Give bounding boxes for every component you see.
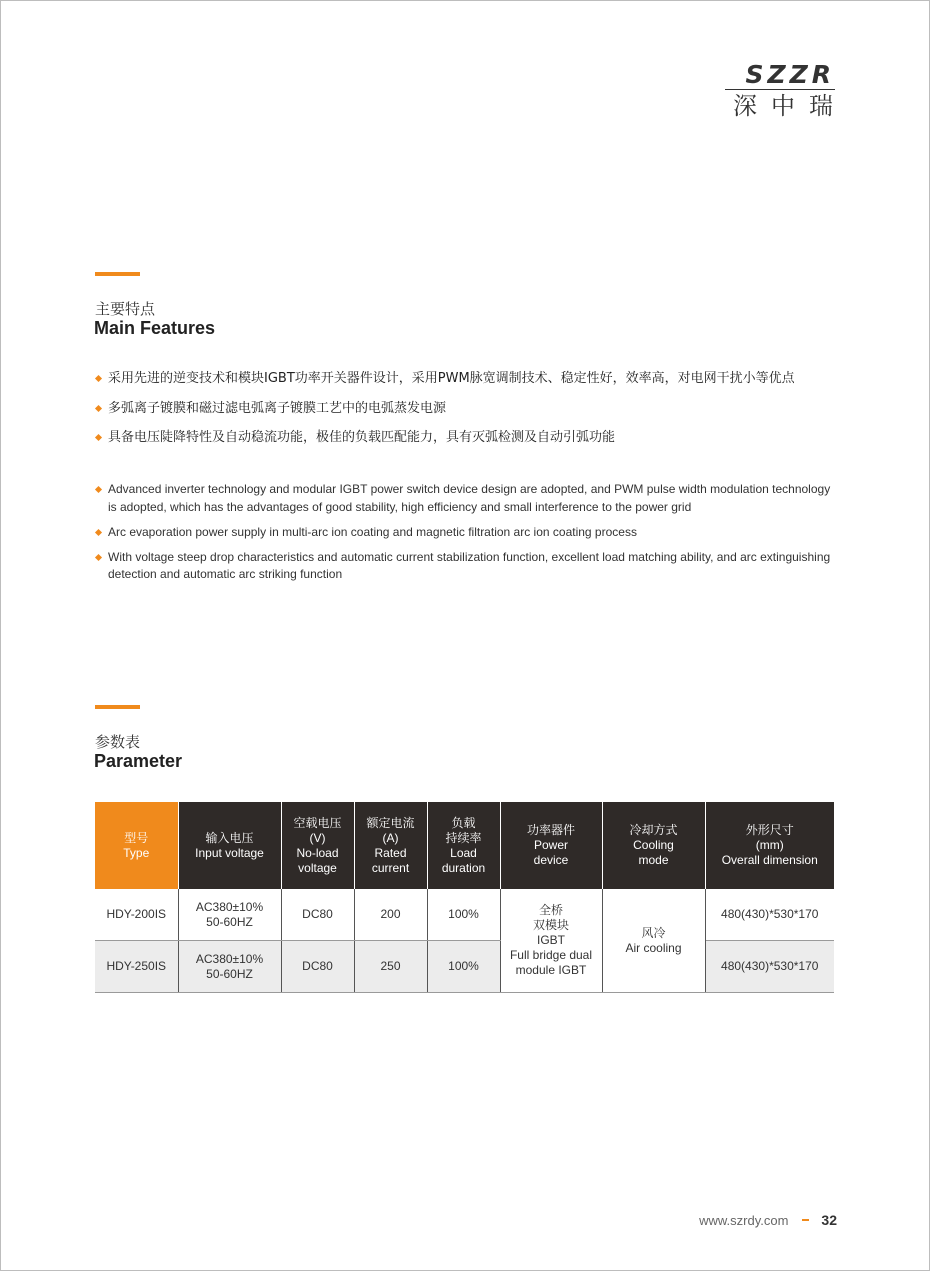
bullet-diamond-icon xyxy=(95,486,102,493)
table-row xyxy=(95,941,834,993)
features-list-en xyxy=(95,481,840,591)
cell-noload-voltage: DC80 xyxy=(281,889,354,941)
footer-dash-divider xyxy=(802,1219,809,1221)
parameter-title-en: Parameter xyxy=(94,751,183,771)
bullet-diamond-icon xyxy=(95,528,102,535)
page-number: 32 xyxy=(821,1212,837,1228)
cell-dimension: 480(430)*530*170 xyxy=(705,941,834,993)
header-type: 型号 Type xyxy=(95,802,178,889)
table-header-row xyxy=(95,802,834,889)
bullet-diamond-icon xyxy=(95,375,102,382)
logo-chinese-name: 深中瑞 xyxy=(733,92,847,120)
feature-item-cn: 具备电压陡降特性及自动稳流功能，极佳的负载匹配能力，具有灭弧检测及自动引弧功能 xyxy=(95,429,840,446)
features-title-cn: 主要特点 xyxy=(95,300,156,318)
parameter-accent-bar xyxy=(95,705,140,709)
feature-item-en: With voltage steep drop characteristics and automatic current stabilization function, excellent load matching ability, and arc extinguishing detection and automatic arc striking function xyxy=(95,549,840,584)
header-rated-current: 额定电流 (A) Rated current xyxy=(354,802,427,889)
feature-item-en: Advanced inverter technology and modular IGBT power switch device design are adopted, and PWM pulse width modulation technology is adopted, which has the advantages of good stability, high efficiency and small interference to the power grid xyxy=(95,481,840,516)
parameter-table xyxy=(95,802,834,993)
cell-load-duration: 100% xyxy=(427,941,500,993)
logo-wordmark: SZZR xyxy=(745,60,835,89)
cell-dimension: 480(430)*530*170 xyxy=(705,889,834,941)
header-noload-voltage: 空载电压 (V) No-load voltage xyxy=(281,802,354,889)
header-cooling-mode: 冷却方式 Cooling mode xyxy=(602,802,705,889)
feature-item-en: Arc evaporation power supply in multi-arc ion coating and magnetic filtration arc ion coating process xyxy=(95,524,840,542)
cell-input-voltage: AC380±10% 50-60HZ xyxy=(178,941,281,993)
table-row xyxy=(95,889,834,941)
logo-divider xyxy=(725,89,835,90)
cell-cooling-mode: 风冷 Air cooling xyxy=(602,889,705,993)
cell-rated-current: 200 xyxy=(354,889,427,941)
cell-noload-voltage: DC80 xyxy=(281,941,354,993)
cell-power-device: 全桥 双模块 IGBT Full bridge dual module IGBT xyxy=(500,889,602,993)
cell-type: HDY-250IS xyxy=(95,941,178,993)
cell-rated-current: 250 xyxy=(354,941,427,993)
cell-load-duration: 100% xyxy=(427,889,500,941)
header-overall-dimension: 外形尺寸 (mm) Overall dimension xyxy=(705,802,834,889)
page-footer xyxy=(699,1212,837,1228)
brand-logo xyxy=(725,60,847,120)
features-title-en: Main Features xyxy=(94,318,216,338)
feature-item-cn: 多弧离子镀膜和磁过滤电弧离子镀膜工艺中的电弧蒸发电源 xyxy=(95,400,840,417)
header-load-duration: 负载 持续率 Load duration xyxy=(427,802,500,889)
bullet-diamond-icon xyxy=(95,434,102,441)
bullet-diamond-icon xyxy=(95,553,102,560)
features-accent-bar xyxy=(95,272,140,276)
cell-type: HDY-200IS xyxy=(95,889,178,941)
bullet-diamond-icon xyxy=(95,404,102,411)
feature-item-cn: 采用先进的逆变技术和模块IGBT功率开关器件设计，采用PWM脉宽调制技术、稳定性好，效率高，对电网干扰小等优点 xyxy=(95,370,840,387)
features-list-cn xyxy=(95,370,840,459)
header-power-device: 功率器件 Power device xyxy=(500,802,602,889)
cell-input-voltage: AC380±10% 50-60HZ xyxy=(178,889,281,941)
parameter-title-cn: 参数表 xyxy=(95,733,141,751)
website-link[interactable]: www.szrdy.com xyxy=(699,1212,789,1228)
header-input-voltage: 输入电压 Input voltage xyxy=(178,802,281,889)
